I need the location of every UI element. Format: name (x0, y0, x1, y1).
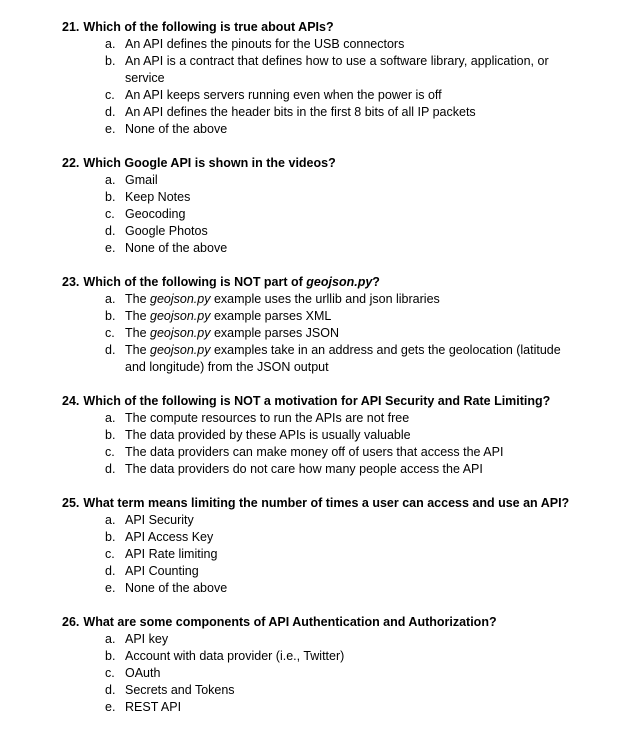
option-d (62, 461, 622, 478)
question-number: 25. (62, 496, 80, 510)
option-text: Keep Notes (125, 190, 191, 204)
option-letter: b. (105, 428, 116, 442)
question-text-end: ? (372, 275, 380, 289)
option-text-post: example parses XML (210, 309, 332, 323)
option-letter: d. (105, 105, 116, 119)
option-text-pre: The (125, 326, 151, 340)
option-list (62, 172, 622, 257)
option-letter: a. (105, 632, 116, 646)
option-d (62, 223, 622, 240)
option-text: None of the above (125, 122, 228, 136)
question-title (62, 495, 622, 512)
option-letter: c. (105, 207, 115, 221)
option-letter: e. (105, 122, 116, 136)
option-letter: a. (105, 513, 116, 527)
option-text: Secrets and Tokens (125, 683, 235, 697)
option-c (62, 87, 622, 104)
option-text-em: geojson.py (150, 292, 211, 306)
option-letter: d. (105, 683, 116, 697)
option-text-em: geojson.py (150, 309, 211, 323)
option-text: None of the above (125, 241, 228, 255)
question-number: 26. (62, 615, 80, 629)
option-d (62, 682, 622, 699)
option-c (62, 546, 622, 563)
question-title (62, 393, 622, 410)
option-letter: a. (105, 173, 116, 187)
option-text: The data providers do not care how many people access the API (125, 462, 483, 476)
option-letter: e. (105, 581, 116, 595)
option-text: API Rate limiting (125, 547, 218, 561)
question-title (62, 274, 622, 291)
option-letter: a. (105, 37, 116, 51)
option-text: An API is a contract that defines how to use a software library, application, or service (125, 54, 549, 85)
option-letter: d. (105, 343, 116, 357)
option-text-pre: The (125, 309, 151, 323)
option-text: None of the above (125, 581, 228, 595)
option-letter: b. (105, 54, 116, 68)
option-letter: a. (105, 292, 116, 306)
question-text: What are some components of API Authentication and Authorization? (83, 615, 497, 629)
option-a (62, 36, 622, 53)
option-b (62, 189, 622, 206)
option-list (62, 512, 622, 597)
option-b (62, 529, 622, 546)
question-title (62, 614, 622, 631)
question-24 (62, 393, 622, 478)
option-text: API Access Key (125, 530, 214, 544)
option-letter: d. (105, 462, 116, 476)
question-title (62, 155, 622, 172)
option-text: REST API (125, 700, 182, 714)
option-list (62, 291, 622, 376)
question-21 (62, 19, 622, 138)
option-text-pre: The (125, 343, 151, 357)
option-d (62, 563, 622, 580)
question-22 (62, 155, 622, 257)
option-text: API key (125, 632, 169, 646)
question-number: 21. (62, 20, 80, 34)
question-number: 23. (62, 275, 80, 289)
question-number: 24. (62, 394, 80, 408)
option-text: Geocoding (125, 207, 186, 221)
option-text-pre: The (125, 292, 151, 306)
option-letter: a. (105, 411, 116, 425)
option-a (62, 172, 622, 189)
option-e (62, 699, 622, 716)
option-text: OAuth (125, 666, 161, 680)
option-letter: b. (105, 530, 116, 544)
question-text: Which of the following is true about APIs? (83, 20, 334, 34)
option-text (125, 291, 585, 308)
option-letter: c. (105, 326, 115, 340)
option-b (62, 308, 622, 325)
option-d (62, 104, 622, 121)
question-25 (62, 495, 622, 597)
option-list (62, 36, 622, 138)
option-c (62, 665, 622, 682)
option-e (62, 240, 622, 257)
option-text: Gmail (125, 173, 158, 187)
option-d (62, 342, 622, 376)
option-text (125, 308, 585, 325)
option-text-post: example parses JSON (210, 326, 340, 340)
option-b (62, 427, 622, 444)
option-list (62, 631, 622, 716)
option-text-post: examples take in an address and gets the geolocation (latitude and longitude) from the JSON output (125, 343, 561, 374)
option-letter: c. (105, 445, 115, 459)
option-e (62, 121, 622, 138)
option-text-em: geojson.py (150, 326, 211, 340)
option-letter: c. (105, 88, 115, 102)
option-letter: b. (105, 649, 116, 663)
option-text: An API defines the pinouts for the USB connectors (125, 37, 405, 51)
option-text: The data providers can make money off of users that access the API (125, 445, 504, 459)
option-c (62, 325, 622, 342)
option-b (62, 53, 622, 87)
option-c (62, 206, 622, 223)
option-list (62, 410, 622, 478)
option-text: An API defines the header bits in the first 8 bits of all IP packets (125, 105, 476, 119)
option-letter: d. (105, 564, 116, 578)
question-text: Which of the following is NOT a motivation for API Security and Rate Limiting? (83, 394, 551, 408)
option-letter: c. (105, 547, 115, 561)
question-23 (62, 274, 622, 376)
option-a (62, 291, 622, 308)
option-text (125, 342, 580, 376)
option-text: Google Photos (125, 224, 208, 238)
question-number: 22. (62, 156, 80, 170)
option-letter: b. (105, 309, 116, 323)
option-c (62, 444, 622, 461)
option-a (62, 410, 622, 427)
option-text: API Security (125, 513, 194, 527)
option-letter: b. (105, 190, 116, 204)
option-text (125, 325, 585, 342)
option-letter: e. (105, 700, 116, 714)
option-text-post: example uses the urllib and json libraries (210, 292, 440, 306)
option-letter: e. (105, 241, 116, 255)
question-text: Which of the following is NOT part of (83, 275, 307, 289)
question-title (62, 19, 622, 36)
question-text: What term means limiting the number of times a user can access and use an API? (83, 496, 570, 510)
question-26 (62, 614, 622, 716)
option-text: An API keeps servers running even when the power is off (125, 88, 442, 102)
question-text-em: geojson.py (306, 275, 373, 289)
option-text: The data provided by these APIs is usually valuable (125, 428, 411, 442)
option-text: Account with data provider (i.e., Twitter) (125, 649, 345, 663)
option-letter: c. (105, 666, 115, 680)
option-text: The compute resources to run the APIs are not free (125, 411, 410, 425)
question-text: Which Google API is shown in the videos? (83, 156, 336, 170)
option-a (62, 512, 622, 529)
option-b (62, 648, 622, 665)
option-text-em: geojson.py (150, 343, 211, 357)
option-e (62, 580, 622, 597)
option-text: API Counting (125, 564, 199, 578)
option-a (62, 631, 622, 648)
option-letter: d. (105, 224, 116, 238)
